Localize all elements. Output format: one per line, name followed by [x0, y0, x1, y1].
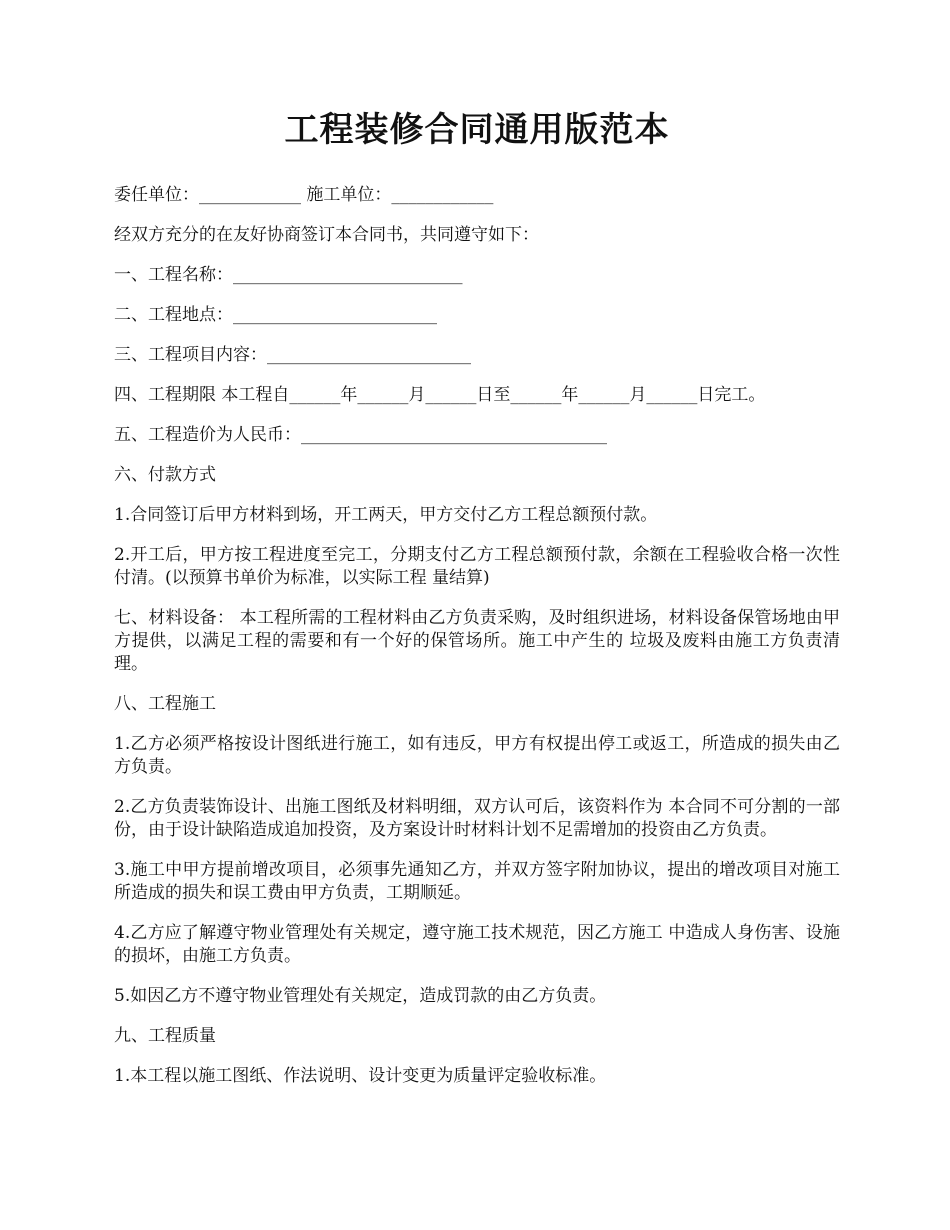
clause-project-price: 五、工程造价为人民币：____________________________________ [114, 425, 607, 445]
clause-project-location: 二、工程地点：________________________ [114, 305, 437, 325]
clause-project-content: 三、工程项目内容：________________________ [114, 345, 471, 365]
preamble: 经双方充分的在友好协商签订本合同书，共同遵守如下： [114, 225, 539, 245]
construction-item-3: 3.施工中甲方提前增改项目，必须事先通知乙方，并双方签字附加协议，提出的增改项目对施工所造成的损失和误工费由甲方负责，工期顺延。 [114, 860, 840, 903]
quality-item-1: 1.本工程以施工图纸、作法说明、设计变更为质量评定验收标准。 [114, 1066, 607, 1086]
section-heading-construction: 八、工程施工 [114, 694, 216, 714]
construction-item-4: 4.乙方应了解遵守物业管理处有关规定，遵守施工技术规范，因乙方施工 中造成人身伤害、设施的损坏，由施工方负责。 [114, 923, 840, 966]
payment-item-1: 1.合同签订后甲方材料到场，开工两天，甲方交付乙方工程总额预付款。 [114, 505, 658, 525]
document-title: 工程装修合同通用版范本 [284, 110, 670, 150]
clause-materials: 七、材料设备： 本工程所需的工程材料由乙方负责采购，及时组织进场，材料设备保管场地由甲方提供，以满足工程的需要和有一个好的保管场所。施工中产生的 垃圾及废料由施工方负责清理。 [114, 608, 840, 674]
clause-project-period: 四、工程期限 本工程自______年______月______日至______年______月______日完工。 [114, 385, 766, 405]
section-heading-quality: 九、工程质量 [114, 1026, 216, 1046]
construction-item-5: 5.如因乙方不遵守物业管理处有关规定，造成罚款的由乙方负责。 [114, 986, 607, 1006]
construction-item-2: 2.乙方负责装饰设计、出施工图纸及材料明细，双方认可后，该资料作为 本合同不可分割的一部份，由于设计缺陷造成追加投资，及方案设计时材料计划不足需增加的投资由乙方负责。 [114, 797, 840, 840]
parties-line: 委任单位：____________ 施工单位：____________ [114, 185, 494, 205]
construction-item-1: 1.乙方必须严格按设计图纸进行施工，如有违反，甲方有权提出停工或返工，所造成的损失由乙方负责。 [114, 734, 840, 777]
section-heading-payment: 六、付款方式 [114, 465, 216, 485]
payment-item-2: 2.开工后，甲方按工程进度至完工，分期支付乙方工程总额预付款，余额在工程验收合格一次性付清。(以预算书单价为标准，以实际工程 量结算) [114, 545, 840, 588]
clause-project-name: 一、工程名称：___________________________ [114, 265, 463, 285]
